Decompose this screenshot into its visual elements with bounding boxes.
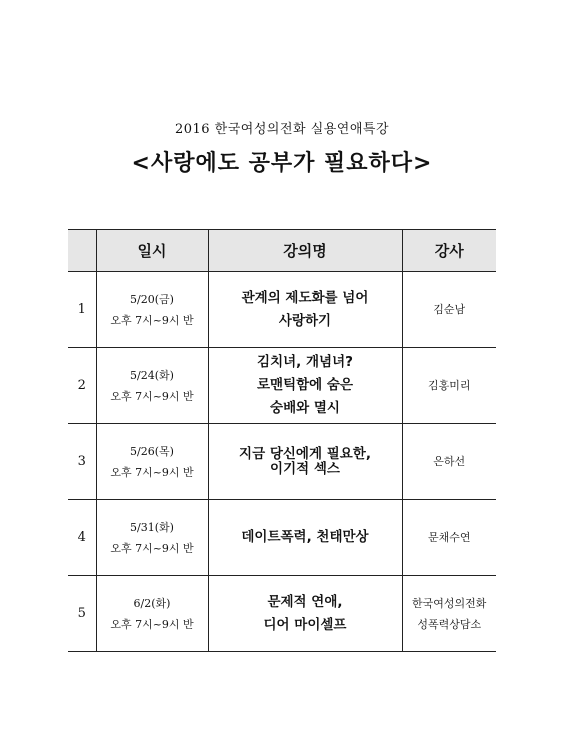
row-lecturer xyxy=(402,576,496,652)
row-date: 5/26(목) xyxy=(130,444,174,458)
title-line: 이기적 섹스 xyxy=(270,460,340,477)
row-time: 오후 7시~9시 반 xyxy=(110,389,194,403)
header-datetime: 일시 xyxy=(96,230,208,272)
row-number: 4 xyxy=(68,500,96,576)
row-time: 오후 7시~9시 반 xyxy=(110,465,194,479)
row-datetime xyxy=(96,272,208,348)
row-date: 5/24(화) xyxy=(130,368,174,382)
lecturer-line: 김순남 xyxy=(433,303,466,316)
title-line: 문제적 연애, xyxy=(267,593,343,610)
lecturer-line: 문채수연 xyxy=(427,531,471,544)
row-date: 5/31(화) xyxy=(130,520,174,534)
row-lecturer xyxy=(402,272,496,348)
row-number: 2 xyxy=(68,348,96,424)
row-time: 오후 7시~9시 반 xyxy=(110,313,194,327)
row-time: 오후 7시~9시 반 xyxy=(110,617,194,631)
row-lecturer xyxy=(402,424,496,500)
lecturer-line: 한국여성의전화 xyxy=(412,596,487,610)
row-number: 1 xyxy=(68,272,96,348)
row-datetime xyxy=(96,424,208,500)
row-number: 3 xyxy=(68,424,96,500)
header-number xyxy=(68,230,96,272)
event-subtitle: 2016 한국여성의전화 실용연애특강 xyxy=(174,122,390,137)
title-line: 지금 당신에게 필요한, xyxy=(239,445,371,462)
table-row xyxy=(68,348,496,424)
row-lecture-title xyxy=(208,576,402,652)
row-lecture-title xyxy=(208,500,402,576)
title-line: 관계의 제도화를 넘어 xyxy=(241,289,369,306)
lecturer-line: 은하선 xyxy=(433,455,466,468)
table-row xyxy=(68,272,496,348)
row-date: 6/2(화) xyxy=(133,596,171,610)
row-datetime xyxy=(96,576,208,652)
title-line: 데이트폭력, 천태만상 xyxy=(241,529,369,545)
lecturer-line: 성폭력상담소 xyxy=(417,617,482,631)
title-line: 디어 마이셀프 xyxy=(263,616,347,633)
lecturer-line: 김홍미리 xyxy=(427,379,471,392)
row-lecture-title xyxy=(208,424,402,500)
header-lecture-title: 강의명 xyxy=(208,230,402,272)
table-row xyxy=(68,500,496,576)
row-datetime xyxy=(96,348,208,424)
header-lecturer: 강사 xyxy=(402,230,496,272)
row-time: 오후 7시~9시 반 xyxy=(110,541,194,555)
table-row xyxy=(68,576,496,652)
row-number: 5 xyxy=(68,576,96,652)
row-lecturer xyxy=(402,348,496,424)
title-line: 숭배와 멸시 xyxy=(270,400,340,416)
lecture-schedule-table xyxy=(68,229,496,652)
row-lecture-title xyxy=(208,272,402,348)
page-title: <사랑에도 공부가 필요하다> xyxy=(131,151,433,176)
row-lecture-title xyxy=(208,348,402,424)
row-date: 5/20(금) xyxy=(130,292,174,306)
table-row xyxy=(68,424,496,500)
row-lecturer xyxy=(402,500,496,576)
title-line: 로맨틱함에 숨은 xyxy=(257,377,353,393)
title-line: 김치녀, 개념녀? xyxy=(257,354,353,370)
row-datetime xyxy=(96,500,208,576)
title-line: 사랑하기 xyxy=(278,312,332,329)
table-header-row xyxy=(68,230,496,272)
